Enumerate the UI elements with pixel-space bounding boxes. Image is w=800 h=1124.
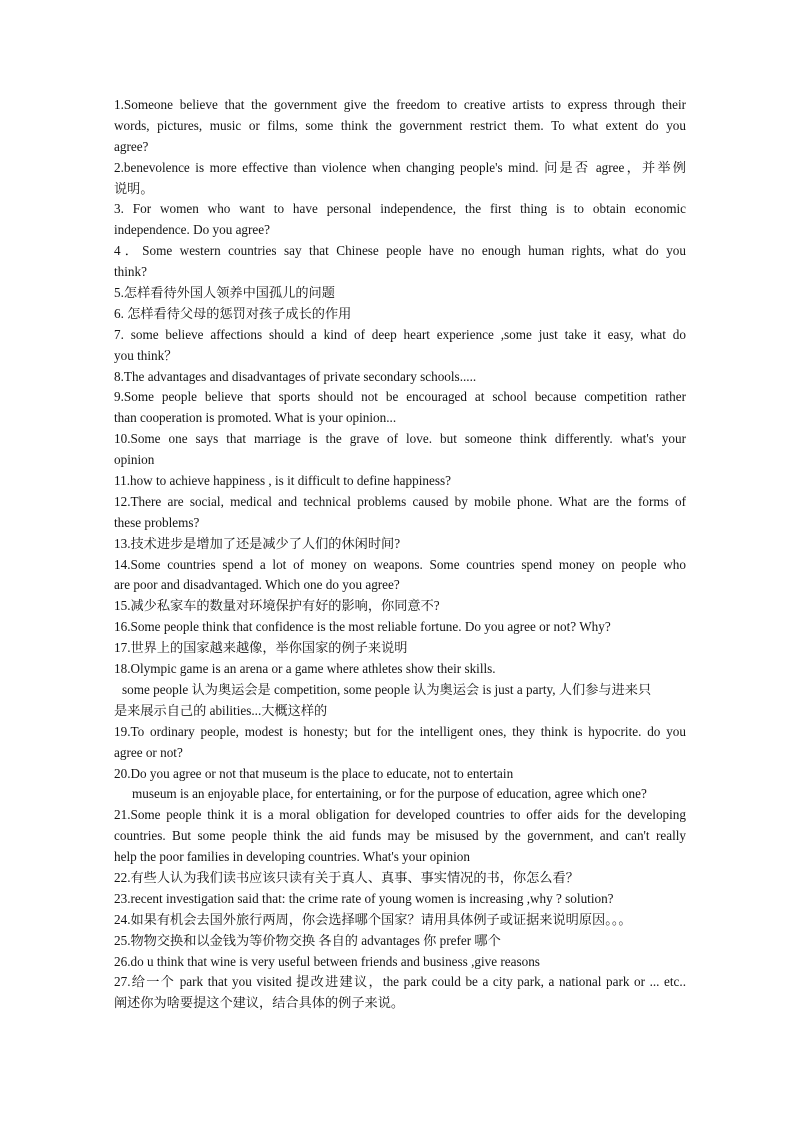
text-line: 2.benevolence is more effective than violence when changing people's mind. 问是否 agree，并举例 [114, 159, 686, 175]
text-line: 21.Some people think it is a moral obligation for developed countries to offer aids for the developing [114, 807, 686, 823]
text-line: 16.Some people think that confidence is the most reliable fortune. Do you agree or not? Why? [114, 619, 611, 635]
text-line: 7. some believe affections should a kind of deep heart experience ,some just take it easy, what do [114, 326, 686, 342]
text-line: 6. 怎样看待父母的惩罚对孩子成长的作用 [114, 305, 352, 321]
text-line: museum is an enjoyable place, for entertaining, or for the purpose of education, agree which one? [132, 786, 647, 802]
text-line: 18.Olympic game is an arena or a game where athletes show their skills. [114, 661, 496, 677]
text-line: 10.Some one says that marriage is the grave of love. but someone think differently. what's your [114, 431, 686, 447]
text-line: 27.给一个 park that you visited 提改进建议，the park could be a city park, a national park or ... etc.. [114, 974, 686, 990]
text-line: 是来展示自己的 abilities...大概这样的 [114, 702, 328, 718]
text-line: 19.To ordinary people, modest is honesty; but for the intelligent ones, they think is hypocrite. do you [114, 723, 686, 739]
text-line: 20.Do you agree or not that museum is the place to educate, not to entertain [114, 765, 514, 781]
text-line: 25.物物交换和以金钱为等价物交换 各自的 advantages 你 prefer 哪个 [114, 932, 501, 948]
text-line: 9.Some people believe that sports should not be encouraged at school because competition rather [114, 389, 686, 405]
text-line: independence. Do you agree? [114, 222, 270, 238]
text-line: 12.There are social, medical and technical problems caused by mobile phone. What are the forms of [114, 493, 686, 509]
text-line: 3. For women who want to have personal independence, the first thing is to obtain economic [114, 201, 686, 217]
text-line: 22.有些人认为我们读书应该只读有关于真人、真事、事实情况的书，你怎么看？ [114, 869, 579, 885]
text-line: 4．Some western countries say that Chinese people have no enough human rights, what do you [114, 243, 686, 259]
text-line: opinion [114, 452, 155, 468]
text-line: 说明。 [114, 180, 154, 196]
text-line: 15.减少私家车的数量对环境保护有好的影响，你同意不? [114, 598, 440, 614]
text-line: 14.Some countries spend a lot of money on weapons. Some countries spend money on people who [114, 556, 686, 572]
text-line: 11.how to achieve happiness , is it difficult to define happiness? [114, 473, 451, 489]
text-line: 8.The advantages and disadvantages of private secondary schools..... [114, 368, 477, 384]
text-line: 13.技术进步是增加了还是减少了人们的休闲时间? [114, 535, 401, 551]
text-line: 24.如果有机会去国外旅行两周，你会选择哪个国家？请用具体例子或证据来说明原因。。。 [114, 911, 632, 927]
text-line: agree or not? [114, 744, 183, 760]
text-line: think? [114, 264, 147, 280]
text-line: these problems? [114, 514, 200, 530]
text-line: countries. But some people think the aid funds may be misused by the government, and can't really [114, 828, 686, 844]
text-line: than cooperation is promoted. What is your opinion... [114, 410, 397, 426]
text-line: 23.recent investigation said that: the crime rate of young women is increasing ,why ? solution? [114, 890, 614, 906]
text-line: some people 认为奥运会是 competition, some people 认为奥运会 is just a party, 人们参与进来只 [122, 681, 652, 697]
text-line: words, pictures, music or films, some think the government restrict them. To what extent do you [114, 117, 686, 133]
text-line: are poor and disadvantaged. Which one do you agree? [114, 577, 400, 593]
text-line: help the poor families in developing countries. What's your opinion [114, 849, 470, 865]
text-line: 5.怎样看待外国人领养中国孤儿的问题 [114, 285, 335, 301]
text-line: 阐述你为啥要提这个建议，结合具体的例子来说。 [114, 995, 405, 1011]
text-line: agree? [114, 138, 149, 154]
text-line: 1.Someone believe that the government give the freedom to creative artists to express through their [114, 97, 686, 112]
text-line: 17.世界上的国家越来越像，举你国家的例子来说明 [114, 640, 408, 656]
text-line: you think？ [114, 347, 178, 363]
text-line: 26.do u think that wine is very useful between friends and business ,give reasons [114, 953, 540, 969]
